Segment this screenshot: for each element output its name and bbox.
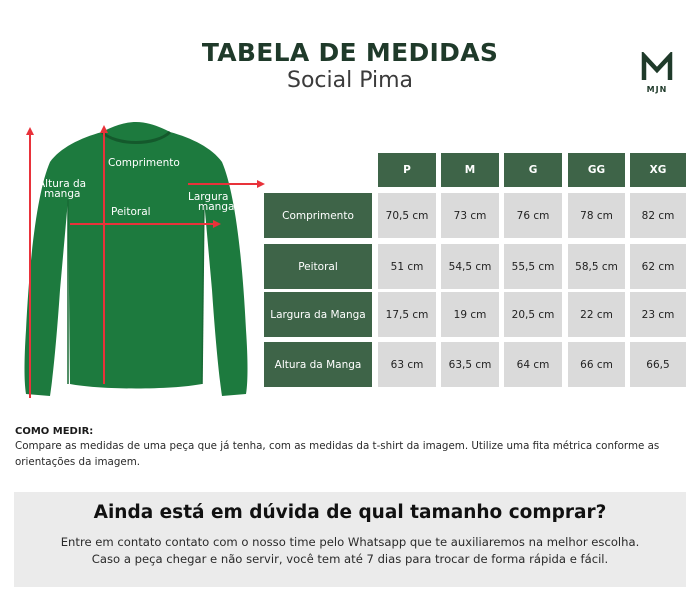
howto-title: COMO MEDIR: xyxy=(15,426,94,437)
howto-text: Compare as medidas de uma peça que já tenha, com as medidas da t-shirt da imagem. Utilize uma fita métrica conforme as orientações da imagem. xyxy=(15,440,660,468)
size-header-p: P xyxy=(378,153,436,187)
table-cell: 73 cm xyxy=(441,193,499,238)
table-cell: 55,5 cm xyxy=(504,244,562,289)
svg-text:MJN: MJN xyxy=(646,85,668,94)
table-cell: 23 cm xyxy=(630,292,686,337)
page-title: TABELA DE MEDIDAS xyxy=(201,38,499,67)
label-altura-manga-1: Altura da xyxy=(38,178,87,190)
table-cell: 78 cm xyxy=(568,193,625,238)
banner-text xyxy=(14,534,686,568)
table-cell: 64 cm xyxy=(504,342,562,387)
row-label-largura-manga: Largura da Manga xyxy=(264,292,372,337)
size-header-gg: GG xyxy=(568,153,625,187)
table-cell: 51 cm xyxy=(378,244,436,289)
table-cell: 66 cm xyxy=(568,342,625,387)
table-cell: 54,5 cm xyxy=(441,244,499,289)
table-cell: 66,5 xyxy=(630,342,686,387)
banner-title: Ainda está em dúvida de qual tamanho comprar? xyxy=(93,502,607,523)
banner-line-2: Caso a peça chegar e não servir, você tem até 7 dias para trocar de forma rápida e fácil. xyxy=(91,552,609,566)
row-label-comprimento: Comprimento xyxy=(264,193,372,238)
size-header-g: G xyxy=(504,153,562,187)
table-cell: 76 cm xyxy=(504,193,562,238)
table-cell: 62 cm xyxy=(630,244,686,289)
row-label-peitoral: Peitoral xyxy=(264,244,372,289)
label-largura-manga-1: Largura da xyxy=(188,191,245,203)
brand-logo xyxy=(640,52,674,94)
table-cell: 70,5 cm xyxy=(378,193,436,238)
row-label-altura-manga: Altura da Manga xyxy=(264,342,372,387)
page-subtitle: Social Pima xyxy=(286,68,414,93)
table-cell: 63 cm xyxy=(378,342,436,387)
table-cell: 22 cm xyxy=(568,292,625,337)
label-largura-manga-2: manga xyxy=(198,201,235,213)
size-header-xg: XG xyxy=(630,153,686,187)
label-peitoral: Peitoral xyxy=(111,206,151,218)
size-header-m: M xyxy=(441,153,499,187)
table-cell: 82 cm xyxy=(630,193,686,238)
table-cell: 20,5 cm xyxy=(504,292,562,337)
table-cell: 58,5 cm xyxy=(568,244,625,289)
table-cell: 19 cm xyxy=(441,292,499,337)
banner-line-1: Entre em contato contato com o nosso time pelo Whatsapp que te auxiliaremos na melhor escolha. xyxy=(60,535,640,549)
shirt-illustration xyxy=(0,110,270,410)
help-banner xyxy=(14,492,686,587)
label-altura-manga-2: manga xyxy=(44,188,81,200)
table-cell: 17,5 cm xyxy=(378,292,436,337)
label-comprimento: Comprimento xyxy=(108,157,180,169)
table-cell: 63,5 cm xyxy=(441,342,499,387)
